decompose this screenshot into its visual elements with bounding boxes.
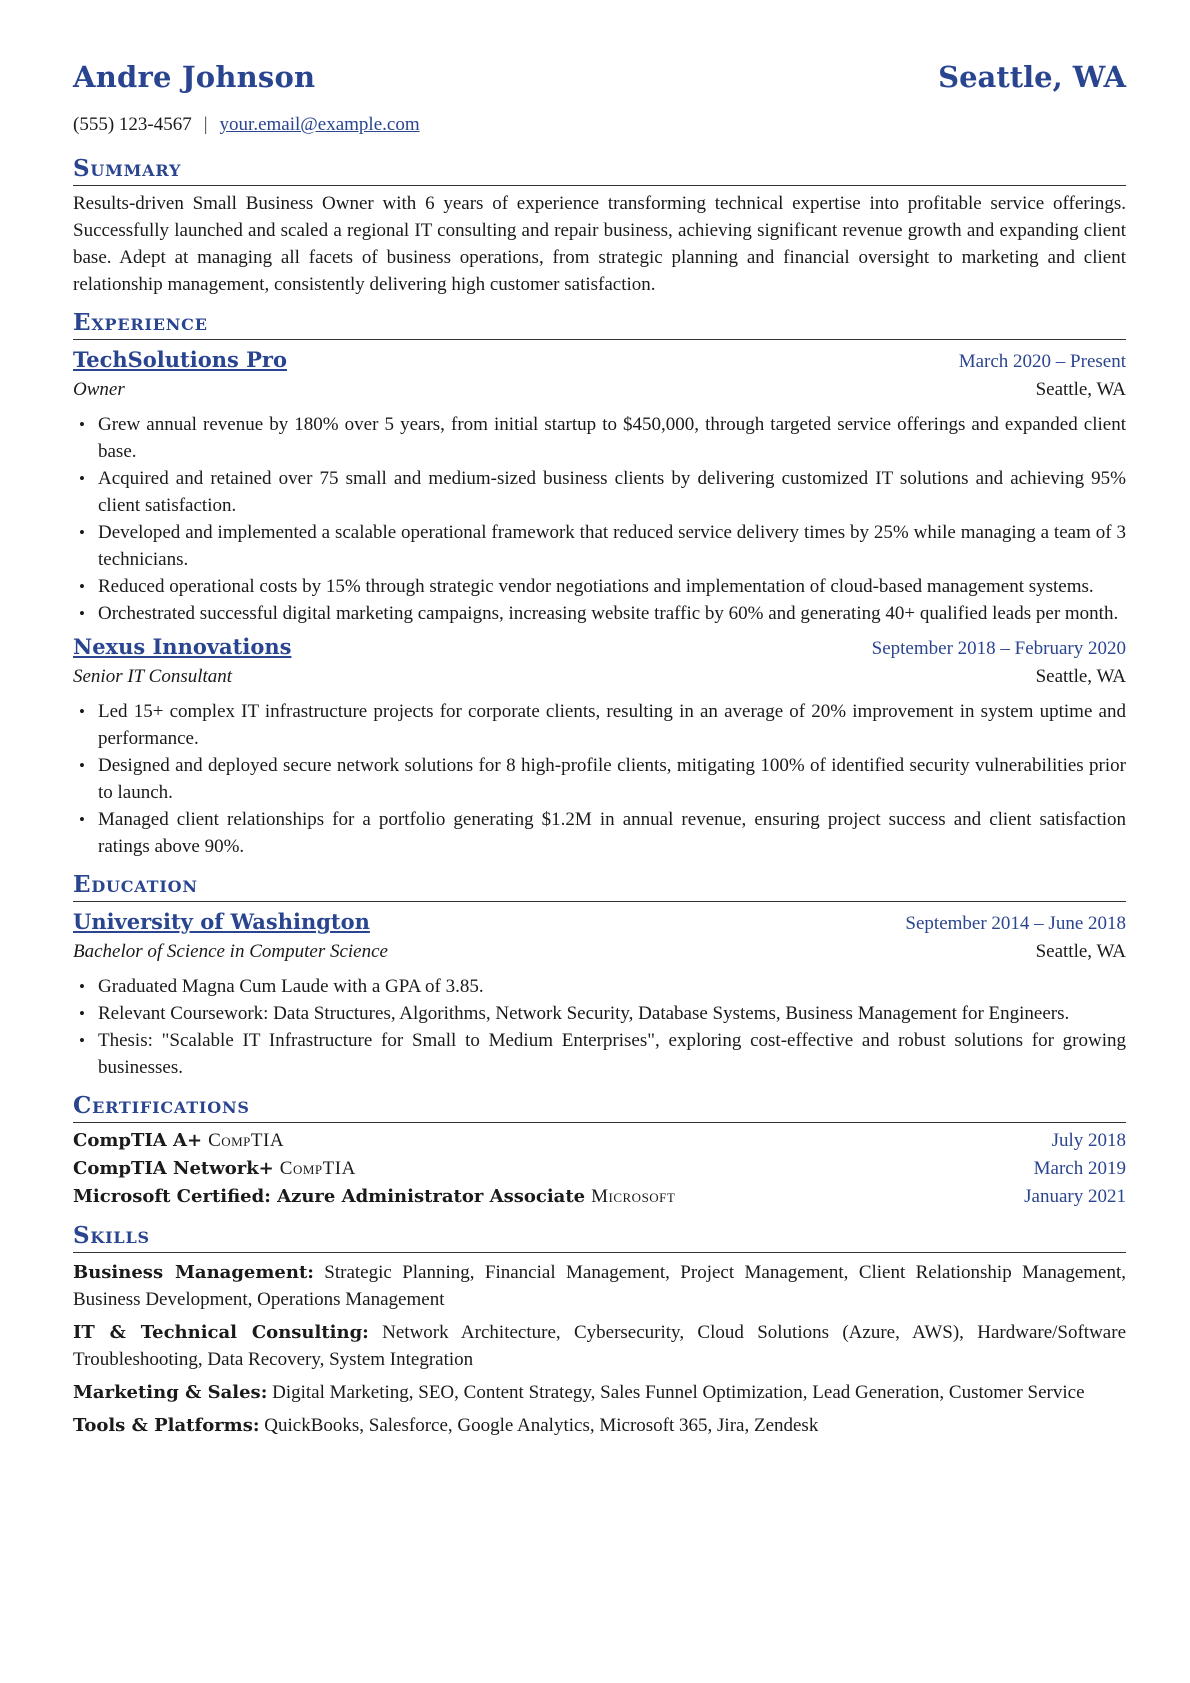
- list-item: • Managed client relationships for a portfolio generating $1.2M in annual revenue, ensuring project success and client satisfaction ratings above 90%.: [73, 806, 1126, 860]
- list-item: • Relevant Coursework: Data Structures, Algorithms, Network Security, Database Systems, Business Management for Engineers.: [73, 1000, 1126, 1027]
- section-title-skills: Skills: [73, 1221, 1126, 1253]
- job-title: Owner: [73, 379, 125, 400]
- certification-name: Microsoft Certified: Azure Administrator Associate: [73, 1186, 586, 1207]
- resume-page: [73, 60, 1126, 1445]
- education-dates: September 2014 – June 2018: [905, 913, 1126, 934]
- education-detail-list: [73, 973, 1126, 1081]
- certification-name: CompTIA Network+: [73, 1158, 274, 1179]
- school-location: Seattle, WA: [1035, 941, 1126, 962]
- education-entry: [73, 908, 1126, 1081]
- degree: Bachelor of Science in Computer Science: [73, 941, 388, 962]
- list-item: • Orchestrated successful digital marketing campaigns, increasing website traffic by 60% and generating 40+ qualified leads per month.: [73, 600, 1126, 627]
- skill-group: [73, 1412, 1126, 1439]
- contact-line: [73, 114, 1126, 144]
- certification-row: [73, 1127, 1126, 1155]
- skill-group-items: Digital Marketing, SEO, Content Strategy, Sales Funnel Optimization, Lead Generation, Customer Service: [272, 1382, 1085, 1403]
- section-title-education: Education: [73, 870, 1126, 902]
- skill-group: [73, 1379, 1126, 1406]
- list-item: • Acquired and retained over 75 small and medium-sized business clients by delivering customized IT solutions and achieving 95% client satisfaction.: [73, 465, 1126, 519]
- employer-link[interactable]: TechSolutions Pro: [73, 347, 287, 372]
- certification-list: [73, 1127, 1126, 1211]
- skill-group-label: Tools & Platforms:: [73, 1415, 260, 1436]
- certification-issuer: CompTIA: [208, 1130, 285, 1151]
- school-link[interactable]: University of Washington: [73, 909, 370, 934]
- skill-group-label: IT & Technical Consulting:: [73, 1322, 369, 1343]
- list-item: • Developed and implemented a scalable operational framework that reduced service delivery times by 25% while managing a team of 3 technicians.: [73, 519, 1126, 573]
- certification-name: CompTIA A+: [73, 1130, 203, 1151]
- list-item: • Graduated Magna Cum Laude with a GPA of 3.85.: [73, 973, 1126, 1000]
- job-title: Senior IT Consultant: [73, 666, 233, 687]
- list-item: • Designed and deployed secure network solutions for 8 high-profile clients, mitigating 100% of identified security vulnerabilities prior to launch.: [73, 752, 1126, 806]
- contact-separator: |: [203, 114, 208, 135]
- section-title-certifications: Certifications: [73, 1091, 1126, 1123]
- resume-header: [73, 60, 1126, 110]
- skill-group-items: QuickBooks, Salesforce, Google Analytics, Microsoft 365, Jira, Zendesk: [264, 1415, 819, 1436]
- skill-group-items: Network Architecture, Cybersecurity, Cloud Solutions (Azure, AWS), Hardware/Software Troubleshooting, Data Recovery, System Integration: [73, 1322, 1127, 1370]
- phone-number: (555) 123-4567: [73, 114, 192, 135]
- job-location: Seattle, WA: [1035, 379, 1126, 400]
- employer-link[interactable]: Nexus Innovations: [73, 634, 292, 659]
- certification-date: March 2019: [1033, 1158, 1126, 1179]
- skill-group: [73, 1319, 1126, 1373]
- email-link[interactable]: your.email@example.com: [219, 114, 420, 135]
- experience-entry: [73, 346, 1126, 627]
- section-title-summary: Summary: [73, 154, 1126, 186]
- list-item: • Thesis: "Scalable IT Infrastructure for Small to Medium Enterprises", exploring cost-effective and robust solutions for growing businesses.: [73, 1027, 1126, 1081]
- skill-group: [73, 1259, 1126, 1313]
- experience-entry: [73, 633, 1126, 860]
- certification-date: January 2021: [1024, 1186, 1126, 1207]
- skill-group-items: Strategic Planning, Financial Management, Project Management, Client Relationship Management, Business Development, Operations Management: [73, 1262, 1127, 1310]
- job-location: Seattle, WA: [1035, 666, 1126, 687]
- certification-row: [73, 1155, 1126, 1183]
- skills-list: [73, 1259, 1126, 1439]
- certification-row: [73, 1183, 1126, 1211]
- certification-date: July 2018: [1051, 1130, 1126, 1151]
- summary-text: Results-driven Small Business Owner with 6 years of experience transforming technical expertise into profitable service offerings. Successfully launched and scaled a regional IT consulting and repair business, achieving significant revenue growth and expanding client base. Adept at managing all facets of business operations, from strategic planning and financial oversight to marketing and client relationship management, consistently delivering high customer satisfaction.: [73, 193, 1126, 295]
- list-item: • Grew annual revenue by 180% over 5 years, from initial startup to $450,000, through targeted service offerings and expanded client base.: [73, 411, 1126, 465]
- employment-dates: March 2020 – Present: [958, 351, 1126, 372]
- list-item: • Led 15+ complex IT infrastructure projects for corporate clients, resulting in an average of 20% improvement in system uptime and performance.: [73, 698, 1126, 752]
- section-title-experience: Experience: [73, 308, 1126, 340]
- certification-issuer: CompTIA: [279, 1158, 356, 1179]
- candidate-location: Seattle, WA: [938, 60, 1126, 94]
- skill-group-label: Business Management:: [73, 1262, 314, 1283]
- achievement-list: [73, 411, 1126, 627]
- employment-dates: September 2018 – February 2020: [871, 638, 1126, 659]
- certification-issuer: Microsoft: [591, 1186, 676, 1207]
- skill-group-label: Marketing & Sales:: [73, 1382, 268, 1403]
- achievement-list: [73, 698, 1126, 860]
- list-item: • Reduced operational costs by 15% through strategic vendor negotiations and implementation of cloud-based management systems.: [73, 573, 1126, 600]
- candidate-name: Andre Johnson: [73, 60, 316, 94]
